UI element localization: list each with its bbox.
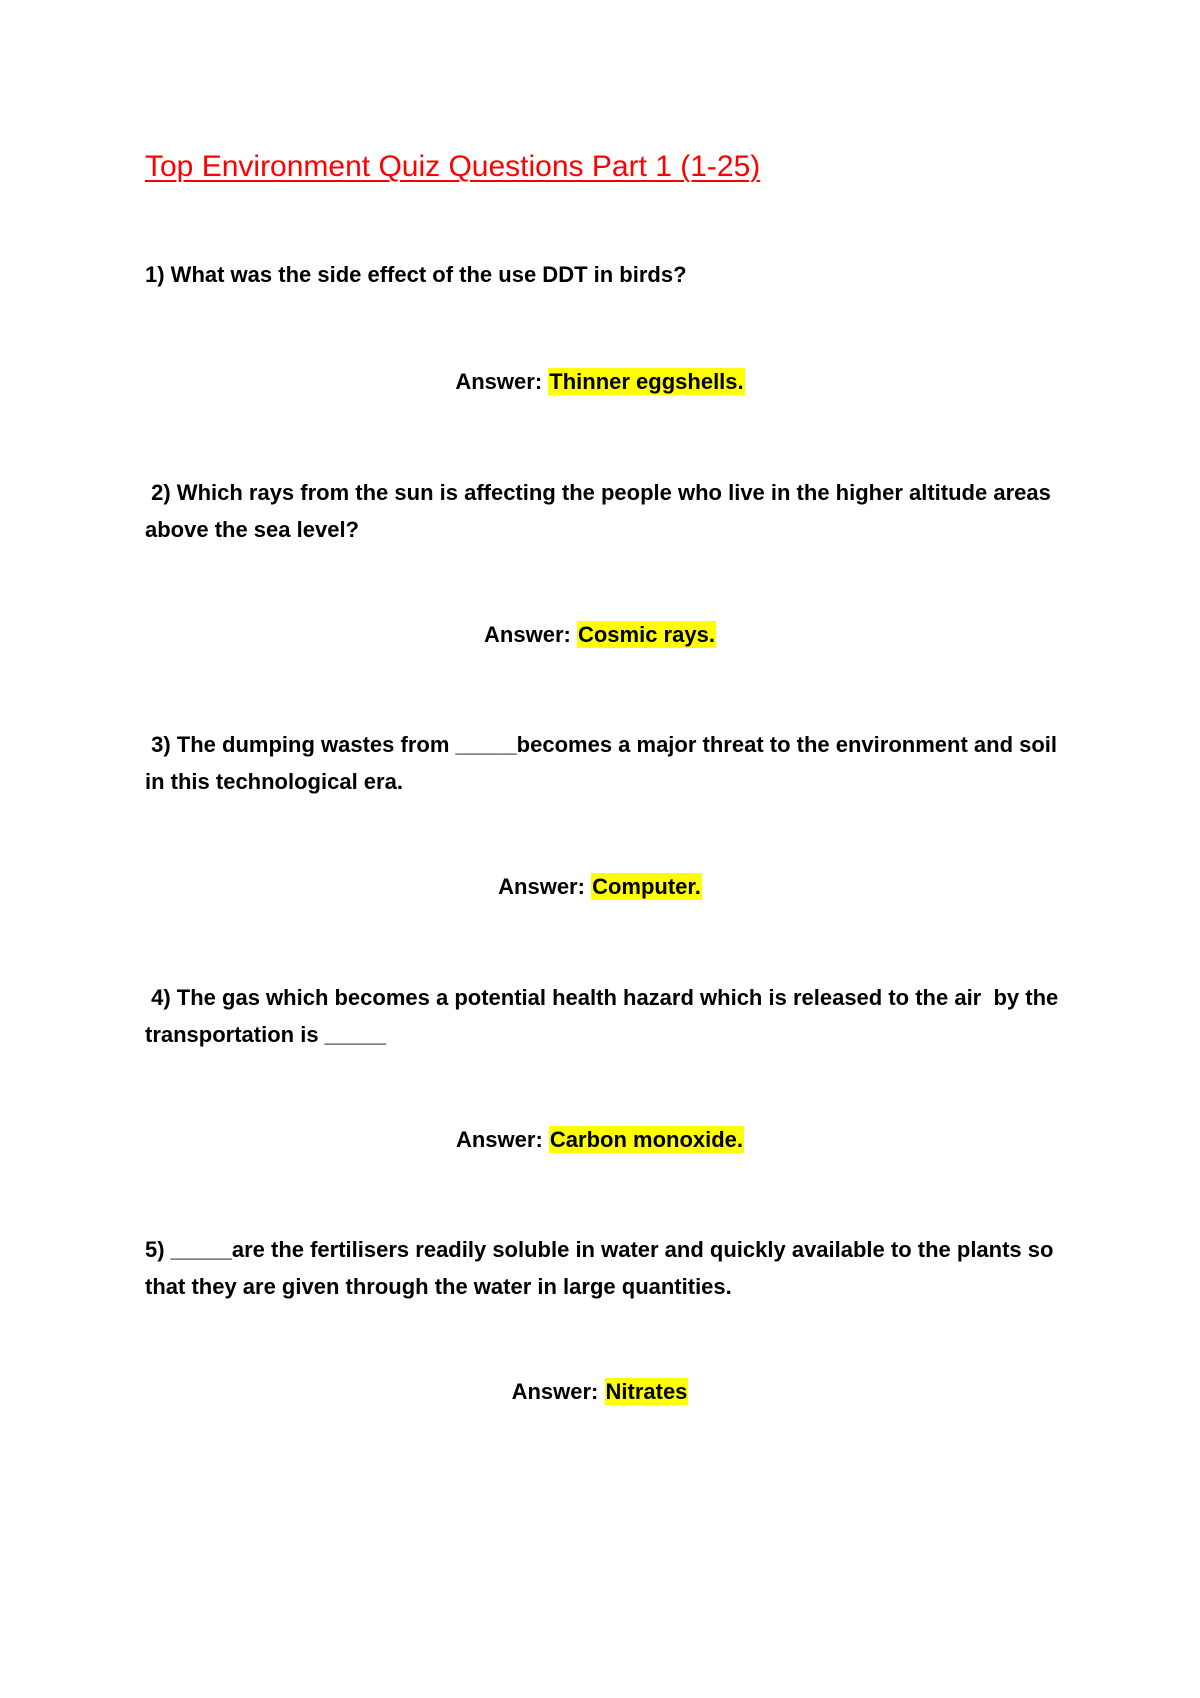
question-4: 4) The gas which becomes a potential health hazard which is released to the air by the transportation is _____ bbox=[145, 985, 1071, 1047]
answer-5-value: Nitrates bbox=[605, 1379, 688, 1404]
answer-2 bbox=[0, 618, 1200, 652]
question-1: 1) What was the side effect of the use DDT in birds? bbox=[145, 262, 687, 287]
answer-4 bbox=[0, 1123, 1200, 1157]
page-title: Top Environment Quiz Questions Part 1 (1-25) bbox=[145, 150, 761, 183]
question-5: 5) _____are the fertilisers readily soluble in water and quickly available to the plants so that they are given through the water in large quantities. bbox=[145, 1237, 1054, 1299]
answer-1 bbox=[0, 365, 1200, 399]
answer-4-value: Carbon monoxide. bbox=[549, 1127, 744, 1152]
answer-2-value: Cosmic rays. bbox=[577, 622, 715, 647]
answer-3-value: Computer. bbox=[592, 874, 701, 899]
answer-label: Answer: bbox=[455, 369, 543, 394]
answer-label: Answer: bbox=[455, 1127, 543, 1152]
answer-5 bbox=[0, 1375, 1200, 1409]
answer-1-value: Thinner eggshells. bbox=[549, 369, 744, 394]
question-2: 2) Which rays from the sun is affecting the people who live in the higher altitude areas above the sea level? bbox=[145, 480, 1057, 542]
question-3: 3) The dumping wastes from _____becomes a major threat to the environment and soil in this technological era. bbox=[145, 732, 1064, 794]
answer-3 bbox=[0, 870, 1200, 904]
answer-label: Answer: bbox=[484, 622, 571, 647]
answer-label: Answer: bbox=[498, 874, 585, 899]
answer-label: Answer: bbox=[511, 1379, 599, 1404]
